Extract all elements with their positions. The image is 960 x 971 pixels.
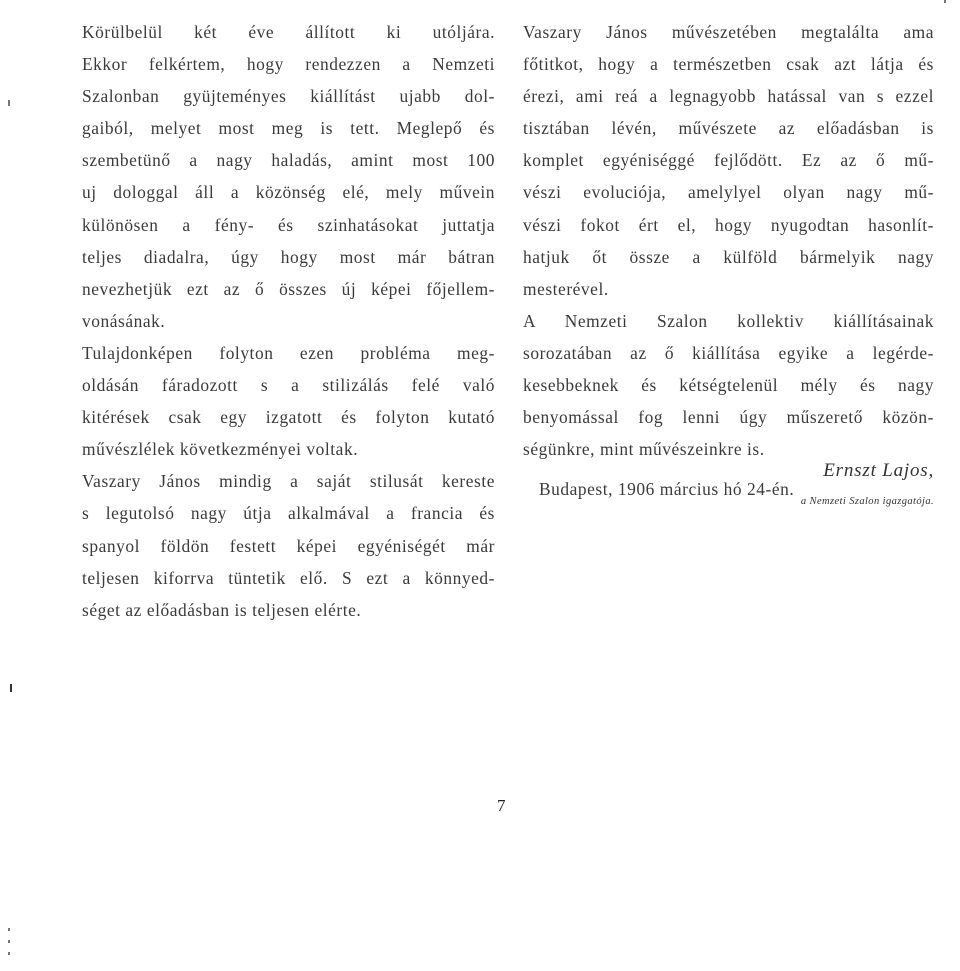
text-line: mesterével. xyxy=(523,278,609,299)
scan-mark xyxy=(8,100,10,106)
text-line: Szalonban gyüjteményes kiállítást ujabb dol- xyxy=(82,86,495,107)
text-line: szembetünő a nagy haladás, amint most 100 xyxy=(82,150,495,171)
text-line: kesebbeknek és kétségtelenül mély és nagy xyxy=(523,375,934,396)
text-line: vészi evoluciója, amelylyel olyan nagy mű- xyxy=(523,182,934,203)
text-line: benyomással fog lenni úgy műszerető közön- xyxy=(523,407,934,428)
text-line: Vaszary János mindig a saját stilusát kereste xyxy=(82,471,495,492)
scan-mark xyxy=(10,684,12,692)
text-line: vonásának. xyxy=(82,310,166,331)
text-line: ségünkre, mint művészeinkre is. xyxy=(523,439,765,460)
scan-mark xyxy=(944,0,946,3)
text-line: teljes diadalra, úgy hogy most már bátran xyxy=(82,246,495,267)
text-line: uj dologgal áll a közönség elé, mely művein xyxy=(82,182,495,203)
text-line: s legutolsó nagy útja alkalmával a francia és xyxy=(82,503,495,524)
page-number: 7 xyxy=(497,796,506,815)
text-line: kitérések csak egy izgatott és folyton kutató xyxy=(82,407,495,428)
signature-title: a Nemzeti Szalon igazgatója. xyxy=(800,496,934,507)
signature-name: Ernszt Lajos, xyxy=(823,460,934,481)
dateline: Budapest, 1906 március hó 24-én. xyxy=(539,479,795,500)
left-column xyxy=(82,16,495,626)
text-line: gaiból, melyet most meg is tett. Meglepő és xyxy=(82,118,495,139)
scan-mark xyxy=(8,928,10,931)
scan-mark xyxy=(8,940,10,943)
text-line: különösen a fény- és szinhatásokat juttatja xyxy=(82,214,495,235)
text-line: hatjuk őt össze a külföld bármelyik nagy xyxy=(523,246,934,267)
text-line: főtitkot, hogy a természetben csak azt látja és xyxy=(523,54,934,75)
text-line: sorozatában az ő kiállítása egyike a legérde- xyxy=(523,342,934,363)
text-line: Tulajdonképen folyton ezen probléma meg- xyxy=(82,342,495,363)
text-line: spanyol földön festett képei egyéniségét már xyxy=(82,535,495,556)
text-line: Ekkor felkértem, hogy rendezzen a Nemzeti xyxy=(82,54,495,75)
text-line: vészi fokot ért el, hogy nyugodtan hasonlít- xyxy=(523,214,934,235)
text-line: érezi, ami reá a legnagyobb hatással van s ezzel xyxy=(523,86,934,107)
text-line: komplet egyéniséggé fejlődött. Ez az ő mű- xyxy=(523,150,934,171)
text-line: tisztában lévén, művészete az előadásban is xyxy=(523,118,934,139)
scan-mark xyxy=(8,952,10,955)
right-column xyxy=(523,16,934,505)
text-line: Vaszary János művészetében megtalálta ama xyxy=(523,22,934,42)
text-line: Körülbelül két éve állított ki utóljára. xyxy=(82,22,495,42)
text-line: művészlélek következményei voltak. xyxy=(82,439,359,460)
text-line: oldásán fáradozott s a stilizálás felé való xyxy=(82,375,495,396)
text-line: teljesen kiforrva tüntetik elő. S ezt a könnyed- xyxy=(82,567,495,588)
text-line: A Nemzeti Szalon kollektiv kiállításainak xyxy=(523,310,934,331)
text-line: séget az előadásban is teljesen elérte. xyxy=(82,599,362,620)
text-line: nevezhetjük ezt az ő összes új képei főjellem- xyxy=(82,278,495,299)
